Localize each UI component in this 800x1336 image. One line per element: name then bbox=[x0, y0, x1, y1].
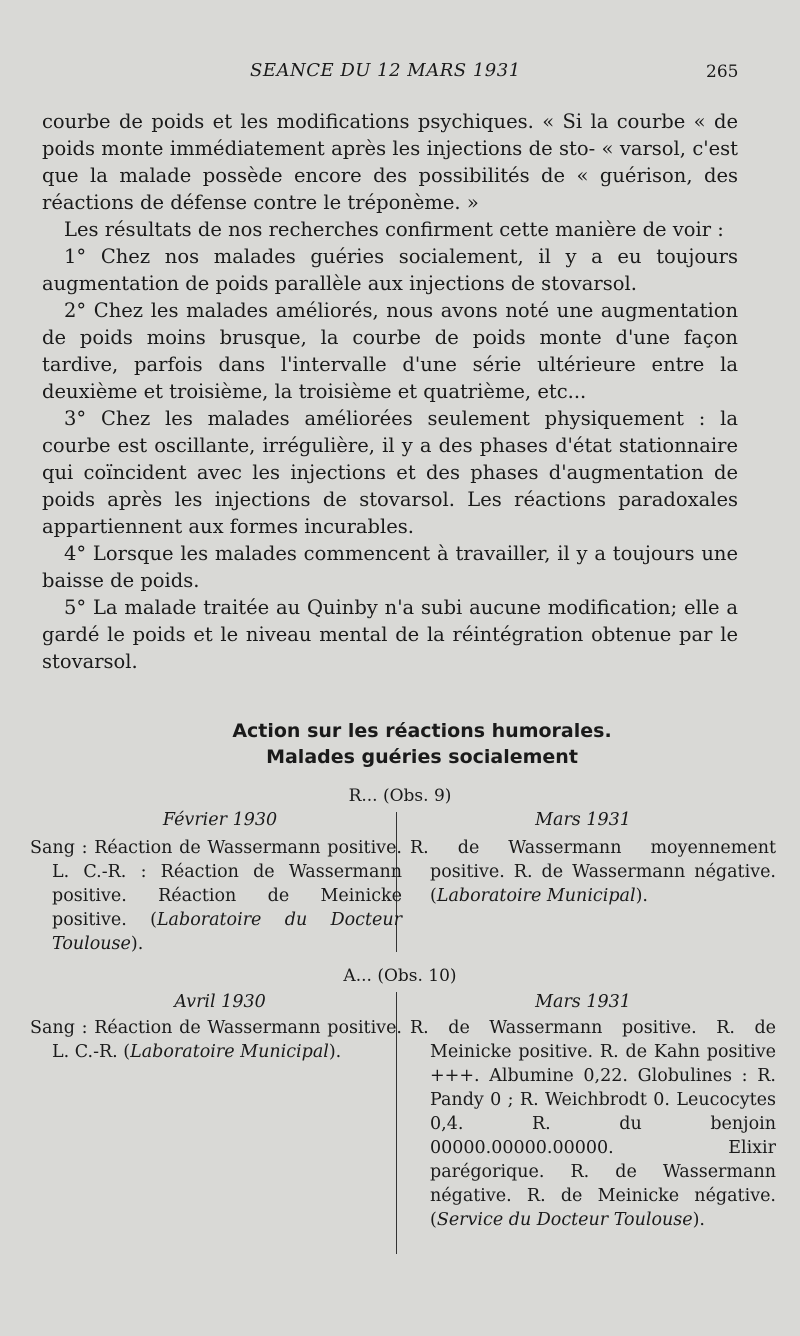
paragraph-1: courbe de poids et les modifications psychiques. « Si la courbe « de poids monte immédiatement après les injections de sto- « varsol, c'est que la malade possède encore des possibilités de « guérison, des réactions de défense contre le tréponème. » bbox=[42, 110, 738, 214]
obs-9-right-text: R. de Wassermann moyennement positive. R. de Wassermann négative. (Laboratoire Municipal). bbox=[410, 838, 776, 906]
body-text bbox=[42, 108, 738, 675]
paragraph-3: 1° Chez nos malades guéries socialement, il y a eu toujours augmentation de poids parallèle aux injections de stovarsol. bbox=[42, 245, 738, 295]
page-number: 265 bbox=[706, 62, 739, 82]
obs-9-left-date: Février 1930 bbox=[162, 810, 278, 830]
paragraph-4: 2° Chez les malades améliorés, nous avons noté une augmentation de poids moins brusque, la courbe de poids monte d'une façon tardive, parfois dans l'intervalle d'une série ultérieure entre la deuxième et troisième, la troisième et quatrième, etc... bbox=[42, 299, 738, 403]
obs-9-right-date: Mars 1931 bbox=[535, 810, 631, 830]
obs-9-left-text: Sang : Réaction de Wassermann positive. L. C.-R. : Réaction de Wassermann positive. Réaction de Meinicke positive. (Laboratoire du Docteur Toulouse). bbox=[30, 838, 402, 954]
paragraph-5: 3° Chez les malades améliorées seulement physiquement : la courbe est oscillante, irrégulière, il y a des phases d'état stationnaire qui coïncident avec les injections et des phases d'augmentation de poids après les injections de stovarsol. Les réactions paradoxales appartiennent aux formes incurables. bbox=[42, 407, 738, 538]
section-subheading: Malades guéries socialement bbox=[266, 746, 578, 768]
obs-10-label: A... (Obs. 10) bbox=[343, 966, 457, 986]
paragraph-2: Les résultats de nos recherches confirment cette manière de voir : bbox=[64, 218, 724, 241]
obs-10-left-date: Avril 1930 bbox=[174, 992, 266, 1012]
section-heading: Action sur les réactions humorales. bbox=[232, 720, 612, 742]
paragraph-7: 5° La malade traitée au Quinby n'a subi aucune modification; elle a gardé le poids et le niveau mental de la réintégration obtenue par le stovarsol. bbox=[42, 596, 738, 673]
obs-10-right-text: R. de Wassermann positive. R. de Meinicke positive. R. de Kahn positive +++. Albumine 0,22. Globulines : R. Pandy 0 ; R. Weichbrodt 0. Leucocytes 0,4. R. du benjoin 00000.00000.00000. Elixir parégorique. R. de Wassermann négative. R. de Meinicke négative. (Service du Docteur Toulouse). bbox=[410, 1018, 776, 1230]
running-title: SEANCE DU 12 MARS 1931 bbox=[250, 60, 521, 81]
obs-9-label: R... (Obs. 9) bbox=[348, 786, 452, 806]
obs-10-left-text: Sang : Réaction de Wassermann positive. L. C.-R. (Laboratoire Municipal). bbox=[30, 1018, 402, 1062]
paragraph-6: 4° Lorsque les malades commencent à travailler, il y a toujours une baisse de poids. bbox=[42, 542, 738, 592]
obs-10-right-date: Mars 1931 bbox=[535, 992, 631, 1012]
